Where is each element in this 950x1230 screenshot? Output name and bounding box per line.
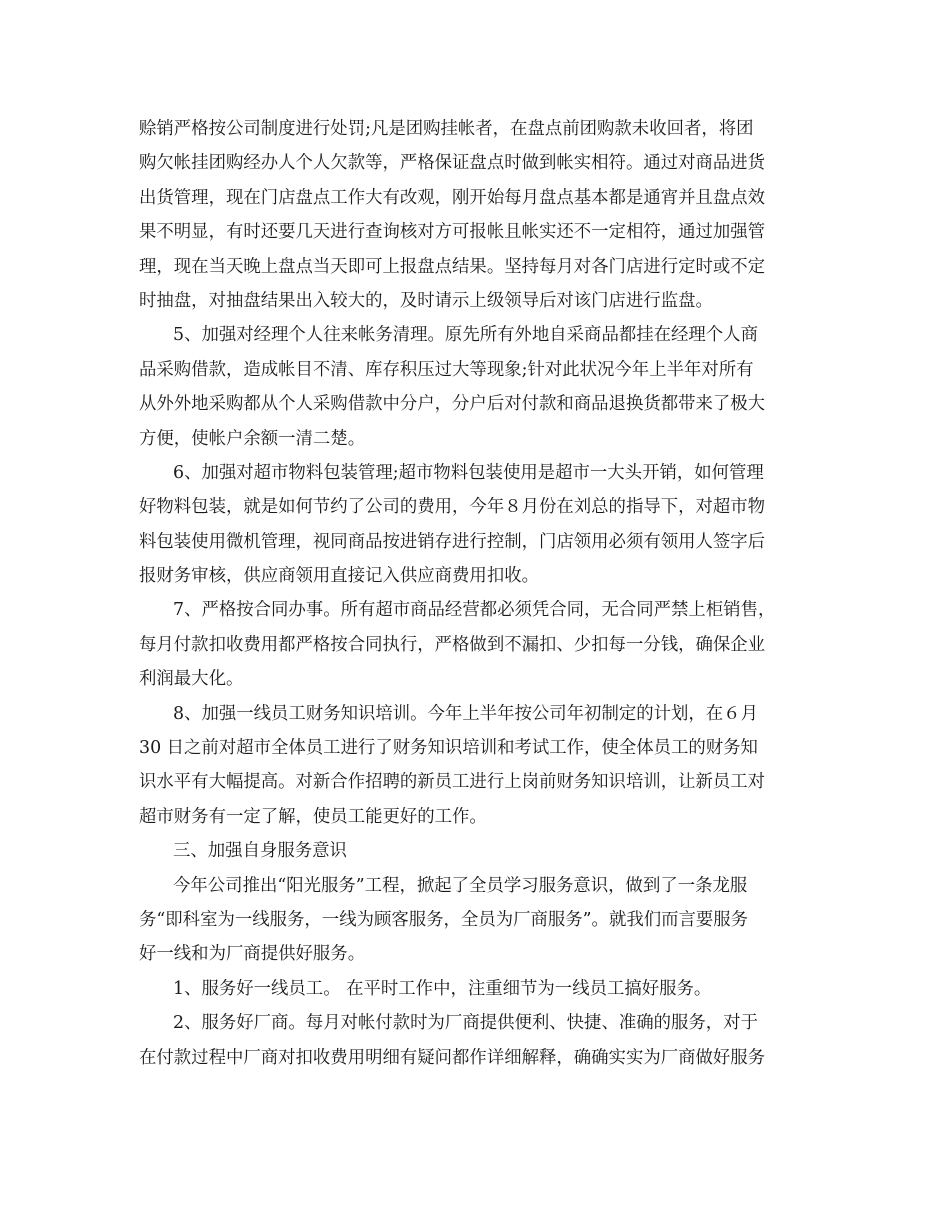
text-line: 果不明显，有时还要几天进行查询核对方可报帐且帐实还不一定相符，通过加强管	[139, 222, 766, 243]
text-line: 时抽盘，对抽盘结果出入较大的，及时请示上级领导后对该门店进行监盘。	[139, 290, 713, 311]
paragraph-start-line: 8、加强一线员工财务知识培训。今年上半年按公司年初制定的计划，在６月	[173, 703, 758, 724]
text-line: 务“即科室为一线服务，一线为顾客服务，全员为厂商服务”。就我们而言要服务	[139, 909, 749, 930]
text-line: 理，现在当天晚上盘点当天即可上报盘点结果。坚持每月对各门店进行定时或不定	[139, 256, 766, 277]
text-line: 购欠帐挂团购经办人个人欠款等，严格保证盘点时做到帐实相符。通过对商品进货	[139, 153, 766, 174]
paragraph-start-line: 7、严格按合同办事。所有超市商品经营都必须凭合同，无合同严禁上柜销售，	[173, 600, 776, 621]
text-line: 利润最大化。	[139, 669, 244, 690]
text-line: 识水平有大幅提高。对新合作招聘的新员工进行上岗前财务知识培训，让新员工对	[139, 772, 766, 793]
text-line: 赊销严格按公司制度进行处罚;凡是团购挂帐者，在盘点前团购款未收回者，将团	[139, 119, 754, 139]
document-body	[139, 112, 819, 1075]
text-line: 超市财务有一定了解，使员工能更好的工作。	[139, 806, 487, 827]
paragraph-start-line: 1、服务好一线员工。 在平时工作中，注重细节为一线员工搞好服务。	[173, 978, 712, 999]
paragraph-start-line: 今年公司推出“阳光服务”工程，掀起了全员学习服务意识，做到了一条龙服	[173, 875, 748, 896]
text-line: 方便，使帐户余额一清二楚。	[139, 428, 366, 449]
text-line: 在付款过程中厂商对扣收费用明细有疑问都作详细解释，确确实实为厂商做好服务	[139, 1047, 766, 1068]
text-line: 品采购借款，造成帐目不清、库存积压过大等现象;针对此状况今年上半年对所有	[139, 359, 754, 380]
text-line: 好物料包装，就是如何节约了公司的费用，今年８月份在刘总的指导下，对超市物	[139, 497, 766, 518]
paragraph-start-line: 2、服务好厂商。每月对帐付款时为厂商提供便利、快捷、准确的服务，对于	[173, 1013, 758, 1034]
text-line: 报财务审核，供应商领用直接记入供应商费用扣收。	[139, 566, 539, 587]
text-line: 30 日之前对超市全体员工进行了财务知识培训和考试工作，使全体员工的财务知	[139, 738, 758, 759]
text-line: 出货管理，现在门店盘点工作大有改观，刚开始每月盘点基本都是通宵并且盘点效	[139, 187, 766, 208]
text-line: 好一线和为厂商提供好服务。	[139, 944, 366, 965]
paragraph-start-line: 6、加强对超市物料包装管理;超市物料包装使用是超市一大头开销，如何管理	[173, 462, 764, 483]
paragraph-start-line: 5、加强对经理个人往来帐务清理。原先所有外地自采商品都挂在经理个人商	[173, 325, 758, 346]
section-heading: 三、加强自身服务意识	[173, 841, 347, 862]
text-line: 每月付款扣收费用都严格按合同执行，严格做到不漏扣、少扣每一分钱，确保企业	[139, 634, 766, 655]
text-line: 料包装使用微机管理，视同商品按进销存进行控制，门店领用必须有领用人签字后	[139, 531, 766, 552]
text-line: 从外外地采购都从个人采购借款中分户，分户后对付款和商品退换货都带来了极大	[139, 394, 766, 415]
